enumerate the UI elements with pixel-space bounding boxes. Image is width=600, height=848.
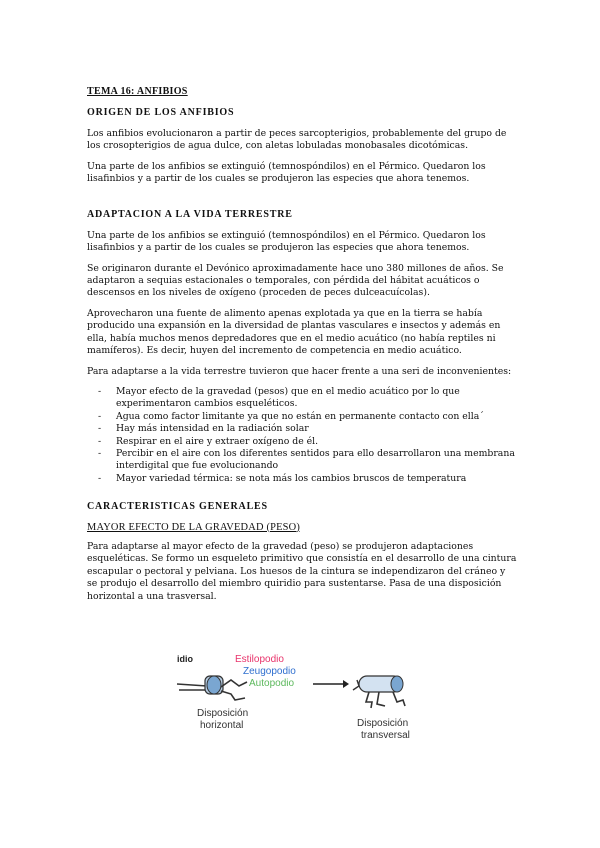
label-autopodio: Autopodio — [249, 678, 295, 689]
heading-adaptacion: ADAPTACION A LA VIDA TERRESTRE — [87, 209, 293, 221]
list-item: - Respirar en el aire y extraer oxígeno de él. — [101, 436, 517, 448]
horizontal-body-icon — [177, 676, 247, 700]
label-zeugopodio: Zeugopodio — [243, 666, 296, 677]
label-transversal-2: transversal — [361, 730, 410, 741]
label-horizontal-1: Disposición — [197, 708, 249, 719]
document-body — [87, 86, 517, 611]
list-item: - Hay más intensidad en la radiación solar — [101, 423, 517, 435]
heading-caracteristicas: CARACTERISTICAS GENERALES — [87, 501, 268, 513]
label-estilopodio: Estilopodio — [235, 654, 284, 665]
paragraph: Para adaptarse al mayor efecto de la gravedad (peso) se produjeron adaptaciones esqueléticas. Se formo un esqueleto primitivo que consistía en el desarrollo de una cintura escapular o pectoral y pelviana. Los huesos de la cintura se independizaron del cráneo y se produjo el desarrollo del miembro quiridio para sustentarse. Pasa de una disposición horizontal a una trasversal. — [87, 540, 517, 602]
paragraph: Aprovecharon una fuente de alimento apenas explotada ya que en la tierra se había producido una expansión en la diversidad de plantas vasculares e insectos y además en ella, había muchos menos depredadores que en el medio acuático (no había reptiles ni mamíferos). Es decir, huyen del incremento de competencia en medio acuático. — [87, 307, 501, 357]
label-transversal-1: Disposición — [357, 718, 409, 729]
limb-disposition-figure — [173, 650, 433, 750]
document-title: TEMA 16: ANFIBIOS — [87, 86, 188, 97]
subheading-gravedad: MAYOR EFECTO DE LA GRAVEDAD (PESO) — [87, 521, 300, 533]
paragraph: Los anfibios evolucionaron a partir de peces sarcopterigios, probablemente del grupo de los crosopterigios de agua dulce, con aletas lobuladas monobasales dicotómicas. — [87, 127, 507, 152]
paragraph: Para adaptarse a la vida terrestre tuvieron que hacer frente a una seri de inconvenientes: — [87, 365, 512, 377]
inconvenientes-list — [87, 386, 517, 485]
transversal-body-icon — [353, 676, 405, 708]
list-item: - Agua como factor limitante ya que no están en permanente contacto con ella´ — [101, 411, 517, 423]
heading-origen: ORIGEN DE LOS ANFIBIOS — [87, 107, 235, 119]
list-item: - Mayor efecto de la gravedad (pesos) que en el medio acuático por lo que experimentaron cambios esqueléticos. — [101, 386, 517, 411]
label-idio: idio — [177, 654, 193, 664]
list-item: - Percibir en el aire con los diferentes sentidos para ello desarrollaron una membrana interdigital que fue evolucionando — [101, 448, 517, 473]
paragraph: Una parte de los anfibios se extinguió (temnospóndilos) en el Pérmico. Quedaron los lisafinbios y a partir de los cuales se produjeron las especies que ahora tenemos. — [87, 160, 486, 185]
label-horizontal-2: horizontal — [200, 720, 244, 731]
paragraph: Una parte de los anfibios se extinguió (temnospóndilos) en el Pérmico. Quedaron los lisafinbios y a partir de los cuales se produjeron las especies que ahora tenemos. — [87, 229, 486, 254]
arrow-icon — [313, 680, 349, 688]
paragraph: Se originaron durante el Devónico aproximadamente hace uno 380 millones de años. Se adaptaron a sequias estacionales o temporales, con pérdida del hábitat acuáticos o descensos en los niveles de oxígeno (proceden de peces dulceacuícolas). — [87, 262, 504, 299]
list-item: - Mayor variedad térmica: se nota más los cambios bruscos de temperatura — [101, 473, 517, 485]
